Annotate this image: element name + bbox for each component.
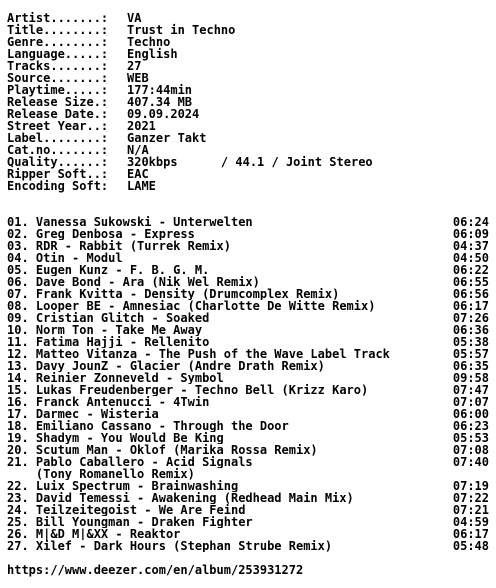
track-title: 05. Eugen Kunz - F. B. G. M.: [7, 264, 210, 276]
info-key: Quality......:: [7, 155, 109, 169]
track-title: 27. Xilef - Dark Hours (Stephan Strube Remix): [7, 540, 333, 552]
track-title: 11. Fatima Hajji - Rellenito: [7, 336, 210, 348]
track-duration: 05:53: [452, 431, 489, 445]
track-row: [7, 264, 489, 276]
track-duration: 06:23: [452, 419, 489, 433]
track-duration: 06:55: [452, 275, 489, 289]
track-title: 15. Lukas Freudenberger - Techno Bell (Krizz Karo): [7, 384, 369, 396]
track-title: 12. Matteo Vitanza - The Push of the Wave Label Track: [7, 348, 390, 360]
info-value: Techno: [127, 35, 171, 49]
track-duration: 06:56: [452, 287, 489, 301]
info-key: Playtime.....:: [7, 83, 109, 97]
info-value: EAC: [127, 167, 149, 181]
track-title: 03. RDR - Rabbit (Turrek Remix): [7, 240, 231, 252]
track-row: [7, 480, 489, 492]
info-value: WEB: [127, 71, 149, 85]
info-key: Artist.......:: [7, 11, 109, 25]
track-row: [7, 228, 489, 240]
track-row: [7, 252, 489, 264]
info-value: English: [127, 47, 178, 61]
track-title: 25. Bill Youngman - Draken Fighter: [7, 516, 253, 528]
info-key: Ripper Soft..:: [7, 167, 109, 181]
info-key: Genre........:: [7, 35, 109, 49]
track-duration: 07:21: [452, 503, 489, 517]
track-title: 21. Pablo Caballero - Acid Signals: [7, 456, 253, 468]
track-row: [7, 372, 489, 384]
info-value: LAME: [127, 179, 156, 193]
track-duration: 07:07: [452, 395, 489, 409]
info-value: Ganzer Takt: [127, 131, 207, 145]
track-row: [7, 468, 489, 480]
track-title: 18. Emiliano Cassano - Through the Door: [7, 420, 289, 432]
track-duration: 04:50: [452, 251, 489, 265]
track-row: [7, 492, 489, 504]
track-title: 20. Scutum Man - Oklof (Marika Rossa Remix): [7, 444, 318, 456]
track-title: 23. David Temessi - Awakening (Redhead Main Mix): [7, 492, 354, 504]
track-title: 16. Franck Antenucci - 4Twin: [7, 396, 210, 408]
track-title: 06. Dave Bond - Ara (Nik Wel Remix): [7, 276, 260, 288]
track-row: [7, 396, 489, 408]
track-duration: 05:38: [452, 335, 489, 349]
track-title: 19. Shadym - You Would Be King: [7, 432, 224, 444]
track-row: [7, 348, 489, 360]
info-key: Tracks.......:: [7, 59, 109, 73]
info-value: VA: [127, 11, 142, 25]
track-row: [7, 456, 489, 468]
track-duration: 07:47: [452, 383, 489, 397]
track-title: 17. Darmec - Wisteria: [7, 408, 159, 420]
track-duration: 06:17: [452, 527, 489, 541]
info-row: [7, 180, 156, 192]
info-key: Release Date.:: [7, 107, 109, 121]
track-duration: 06:17: [452, 299, 489, 313]
track-row: [7, 504, 489, 516]
info-key: Cat.no.......:: [7, 143, 109, 157]
info-key: Street Year..:: [7, 119, 109, 133]
info-key: Release Size.:: [7, 95, 109, 109]
track-duration: 07:08: [452, 443, 489, 457]
track-row: [7, 420, 489, 432]
info-key: Label........:: [7, 131, 109, 145]
info-key: Source.......:: [7, 71, 109, 85]
track-row: [7, 312, 489, 324]
track-row: [7, 444, 489, 456]
track-row: [7, 432, 489, 444]
track-duration: 07:26: [452, 311, 489, 325]
track-duration: 06:22: [452, 263, 489, 277]
info-value: N/A: [127, 143, 149, 157]
track-title: (Tony Romanello Remix): [7, 468, 195, 480]
track-row: [7, 540, 489, 552]
track-title: 01. Vanessa Sukowski - Unterwelten: [7, 216, 253, 228]
info-value: Trust in Techno: [127, 23, 236, 37]
track-title: 08. Looper BE - Amnesiac (Charlotte De Witte Remix): [7, 300, 376, 312]
track-duration: 04:59: [452, 515, 489, 529]
track-row: [7, 216, 489, 228]
info-value: 09.09.2024: [127, 107, 200, 121]
track-title: 24. Teilzeitegoist - We Are Feind: [7, 504, 246, 516]
track-row: [7, 360, 489, 372]
track-duration: 07:19: [452, 479, 489, 493]
track-row: [7, 240, 489, 252]
info-key: Title........:: [7, 23, 109, 37]
track-duration: 05:57: [452, 347, 489, 361]
track-duration: 06:09: [452, 227, 489, 241]
track-title: 14. Reinier Zonneveld - Symbol: [7, 372, 224, 384]
track-row: [7, 276, 489, 288]
track-title: 02. Greg Denbosa - Express: [7, 228, 195, 240]
track-duration: 04:37: [452, 239, 489, 253]
track-title: 10. Norm Ton - Take Me Away: [7, 324, 203, 336]
track-title: 04. Otin - Modul: [7, 252, 123, 264]
info-value: 2021: [127, 119, 156, 133]
track-duration: 06:24: [452, 215, 489, 229]
track-row: [7, 336, 489, 348]
track-duration: 07:22: [452, 491, 489, 505]
track-title: 07. Frank Kvitta - Density (Drumcomplex Remix): [7, 288, 340, 300]
track-row: [7, 528, 489, 540]
track-duration: 05:48: [452, 539, 489, 553]
track-duration: 06:00: [452, 407, 489, 421]
info-value: 177:44min: [127, 83, 193, 97]
track-duration: 06:35: [452, 359, 489, 373]
info-value: 320kbps / 44.1 / Joint Stereo: [127, 155, 373, 169]
info-key: Language.....:: [7, 47, 109, 61]
track-row: [7, 300, 489, 312]
track-row: [7, 384, 489, 396]
album-link[interactable]: https://www.deezer.com/en/album/253931272: [7, 563, 304, 577]
info-key: Encoding Soft:: [7, 179, 109, 193]
info-value: 27: [127, 59, 142, 73]
track-duration: 06:36: [452, 323, 489, 337]
track-title: 09. Cristian Glitch - Soaked: [7, 312, 210, 324]
track-row: [7, 408, 489, 420]
track-title: 22. Luix Spectrum - Brainwashing: [7, 480, 239, 492]
track-title: 13. Davy JounZ - Glacier (Andre Drath Remix): [7, 360, 325, 372]
info-value: 407.34 MB: [127, 95, 193, 109]
track-row: [7, 516, 489, 528]
track-row: [7, 288, 489, 300]
track-duration: 09:58: [452, 371, 489, 385]
track-title: 26. M|&D M|&XX - Reaktor: [7, 528, 181, 540]
track-row: [7, 324, 489, 336]
track-duration: 07:40: [452, 455, 489, 469]
